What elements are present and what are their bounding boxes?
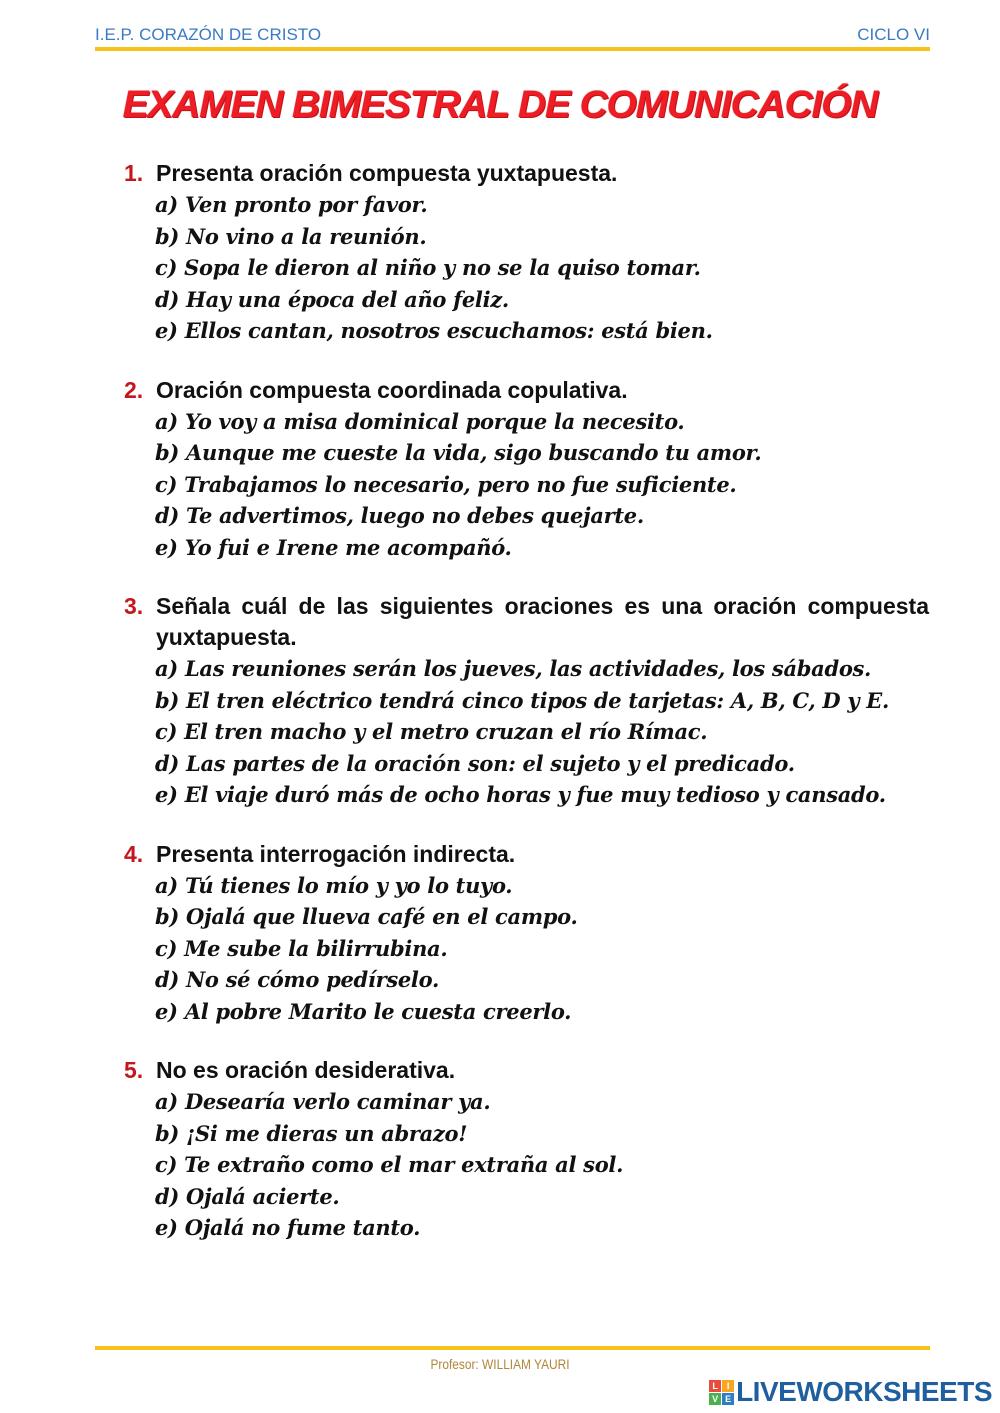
- option-a[interactable]: a) Yo voy a misa dominical porque la necesito.: [155, 408, 685, 434]
- option-b[interactable]: b) El tren eléctrico tendrá cinco tipos de tarjetas: A, B, C, D y E.: [155, 687, 889, 713]
- option-b[interactable]: b) No vino a la reunión.: [155, 223, 427, 249]
- question-3: [124, 591, 929, 811]
- option-b[interactable]: b) Ojalá que llueva café en el campo.: [155, 904, 578, 929]
- option-d[interactable]: d) Te advertimos, luego no debes quejarte.: [155, 503, 644, 528]
- option-a[interactable]: a) Ven pronto por favor.: [155, 192, 428, 217]
- question-number: 4.: [124, 840, 144, 867]
- option-c[interactable]: c) Te extraño como el mar extraña al sol.: [155, 1152, 624, 1177]
- option-d[interactable]: d) Hay una época del año feliz.: [155, 286, 509, 312]
- option-d[interactable]: d) Ojalá acierte.: [155, 1183, 340, 1209]
- option-list: [124, 1086, 929, 1244]
- option-list: [124, 189, 929, 347]
- question-text: Presenta oración compuesta yuxtapuesta.: [156, 160, 618, 186]
- question-number: 3.: [124, 593, 144, 619]
- option-e[interactable]: e) El viaje duró más de ocho horas y fue muy tedioso y cansado.: [155, 782, 886, 807]
- question-list: [124, 158, 929, 1272]
- question-text: No es oración desiderativa.: [156, 1057, 456, 1083]
- question-number: 5.: [124, 1057, 144, 1083]
- question-4: [124, 839, 929, 1028]
- question-2: [124, 375, 929, 564]
- header-divider: [95, 47, 930, 51]
- logo-letter-i: I: [722, 1380, 734, 1392]
- option-d[interactable]: d) Las partes de la oración son: el sujeto y el predicado.: [155, 750, 795, 776]
- option-c[interactable]: c) Trabajamos lo necesario, pero no fue suficiente.: [155, 471, 737, 497]
- option-list: [124, 870, 929, 1028]
- option-a[interactable]: a) Desearía verlo caminar ya.: [155, 1089, 491, 1114]
- question-text: Oración compuesta coordinada copulativa.: [156, 376, 628, 403]
- liveworksheets-logo-icon: [709, 1380, 734, 1405]
- question-text: Presenta interrogación indirecta.: [156, 840, 516, 867]
- cycle-label: CICLO VI: [857, 25, 930, 44]
- option-e[interactable]: e) Ojalá no fume tanto.: [155, 1215, 421, 1240]
- option-c[interactable]: c) El tren macho y el metro cruzan el río Rímac.: [155, 719, 708, 744]
- brand-name: LIVEWORKSHEETS: [736, 1376, 992, 1407]
- logo-letter-e: E: [722, 1393, 734, 1405]
- option-b[interactable]: b) Aunque me cueste la vida, sigo buscando tu amor.: [155, 440, 762, 465]
- option-e[interactable]: e) Ellos cantan, nosotros escuchamos: está bien.: [155, 318, 713, 343]
- question-number: 2.: [124, 376, 144, 403]
- teacher-name: Profesor: WILLIAM YAURI: [430, 1356, 570, 1372]
- option-d[interactable]: d) No sé cómo pedírselo.: [155, 967, 439, 992]
- question-5: [124, 1055, 929, 1244]
- option-b[interactable]: b) ¡Si me dieras un abrazo!: [155, 1120, 468, 1146]
- exam-title: EXAMEN BIMESTRAL DE COMUNICACIÓN: [122, 84, 878, 126]
- footer-divider: [95, 1346, 930, 1350]
- option-a[interactable]: a) Las reuniones serán los jueves, las actividades, los sábados.: [155, 656, 872, 681]
- question-1: [124, 158, 929, 347]
- option-c[interactable]: c) Sopa le dieron al niño y no se la quiso tomar.: [155, 255, 701, 280]
- page-header: [95, 24, 930, 46]
- liveworksheets-brand[interactable]: [709, 1377, 992, 1407]
- logo-letter-l: L: [709, 1380, 721, 1392]
- option-e[interactable]: e) Yo fui e Irene me acompañó.: [155, 534, 512, 560]
- question-text: Señala cuál de las siguientes oraciones es una oración compuesta yuxtapuesta.: [156, 593, 929, 650]
- school-name: I.E.P. CORAZÓN DE CRISTO: [95, 25, 322, 44]
- option-c[interactable]: c) Me sube la bilirrubina.: [155, 935, 448, 961]
- option-list: [124, 406, 929, 564]
- question-number: 1.: [124, 160, 144, 186]
- logo-letter-v: V: [709, 1393, 721, 1405]
- option-e[interactable]: e) Al pobre Marito le cuesta creerlo.: [155, 998, 572, 1024]
- option-list: [124, 653, 929, 811]
- option-a[interactable]: a) Tú tienes lo mío y yo lo tuyo.: [155, 872, 513, 898]
